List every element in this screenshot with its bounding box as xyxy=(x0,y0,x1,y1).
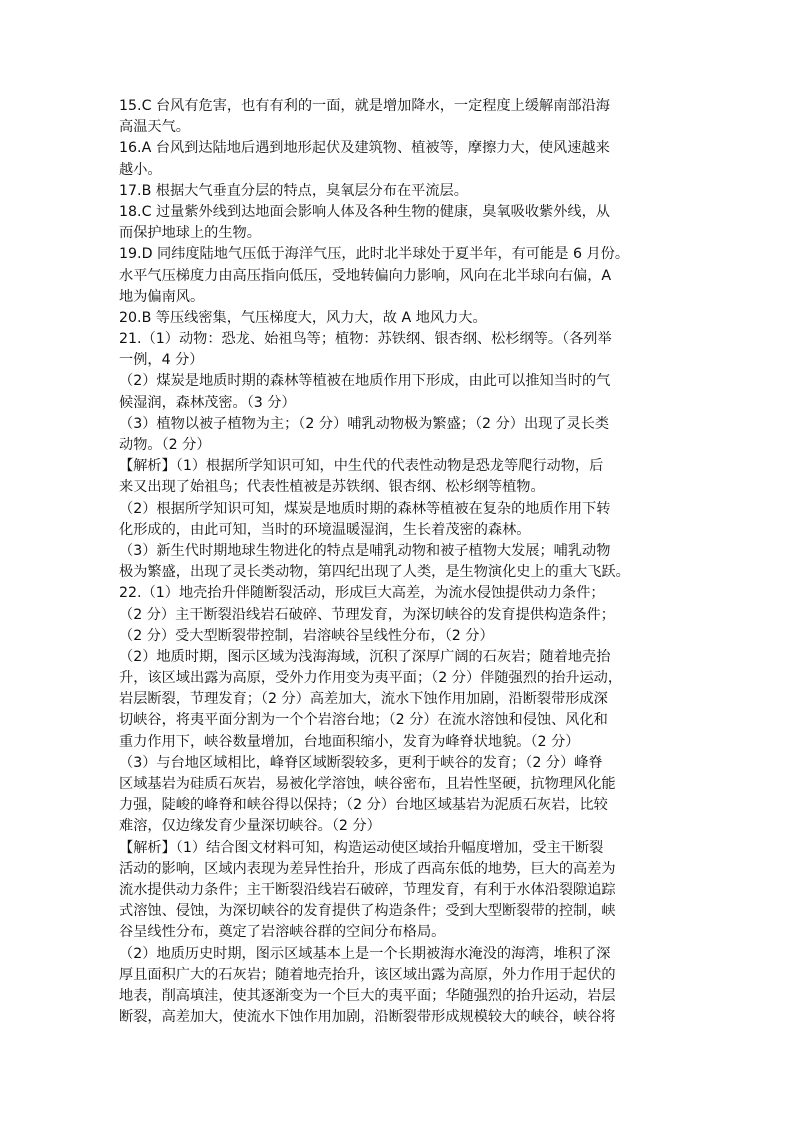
text-line: （2）根据所学知识可知，煤炭是地质时期的森林等植被在复杂的地质作用下转 xyxy=(119,500,611,517)
text-line: 动物。（2 分） xyxy=(119,437,211,453)
text-line: 19.D 同纬度陆地气压低于海洋气压，此时北半球处于夏半年，有可能是 6 月份。 xyxy=(119,246,630,263)
text-line: 断裂，高差加大，使流水下蚀作用加剧，沿断裂带形成规模较大的峡谷，峡谷将 xyxy=(119,1009,616,1026)
text-line: （2 分）受大型断裂带控制，岩溶峡谷呈线性分布，（2 分） xyxy=(119,627,494,644)
text-line: 切峡谷，将夷平面分割为一个个岩溶台地；（2 分）在流水溶蚀和侵蚀、风化和 xyxy=(119,712,608,729)
text-line: （2）煤炭是地质时期的森林等植被在地质作用下形成，由此可以推知当时的气 xyxy=(119,373,611,390)
text-line: 候湿润，森林茂密。（3 分） xyxy=(119,394,296,411)
text-line: 化形成的，由此可知，当时的环境温暖湿润，生长着茂密的森林。 xyxy=(119,521,531,538)
text-line: 越小。 xyxy=(119,161,162,178)
text-line: （3）植物以被子植物为主；（2 分）哺乳动物极为繁盛；（2 分）出现了灵长类 xyxy=(119,415,610,432)
text-line: 16.A 台风到达陆地后遇到地形起伏及建筑物、植被等，摩擦力大，使风速越来 xyxy=(119,140,610,157)
text-line: 20.B 等压线密集，气压梯度大，风力大，故 A 地风力大。 xyxy=(119,309,487,326)
text-line: 21.（1）动物：恐龙、始祖鸟等；植物：苏铁纲、银杏纲、松杉纲等。（各列举 xyxy=(119,331,612,348)
text-line: 【解析】（1）结合图文材料可知，构造运动使区域抬升幅度增加，受主干断裂 xyxy=(119,839,604,856)
text-line: 而保护地球上的生物。 xyxy=(119,225,261,242)
text-line: 厚且面积广大的石灰岩；随着地壳抬升，该区域出露为高原，外力作用于起伏的 xyxy=(119,966,616,983)
text-line: 升，该区域出露为高原，受外力作用变为夷平面；（2 分）伴随强烈的抬升运动， xyxy=(119,670,623,687)
text-line: 17.B 根据大气垂直分层的特点，臭氧层分布在平流层。 xyxy=(119,182,468,199)
text-line: 岩层断裂，节理发育；（2 分）高差加大，流水下蚀作用加剧，沿断裂带形成深 xyxy=(119,691,608,708)
text-line: 22.（1）地壳抬升伴随断裂活动，形成巨大高差，为流水侵蚀提供动力条件； xyxy=(119,585,605,602)
text-line: 活动的影响，区域内表现为差异性抬升，形成了西高东低的地势，巨大的高差为 xyxy=(119,860,616,877)
text-line: （3）新生代时期地球生物进化的特点是哺乳动物和被子植物大发展；哺乳动物 xyxy=(119,542,611,559)
text-line: 流水提供动力条件；主干断裂沿线岩石破碎，节理发育，有利于水体沿裂隙追踪 xyxy=(119,881,616,898)
text-line: （2）地质时期，图示区域为浅海海域，沉积了深厚广阔的石灰岩；随着地壳抬 xyxy=(119,648,611,665)
text-line: 极为繁盛，出现了灵长类动物，第四纪出现了人类，是生物演化史上的重大飞跃。 xyxy=(119,564,630,581)
text-line: （2）地质历史时期，图示区域基本上是一个长期被海水淹没的海湾，堆积了深 xyxy=(119,945,611,962)
text-line: 一例，4 分） xyxy=(119,352,204,369)
text-line: （2 分）主干断裂沿线岩石破碎、节理发育，为深切峡谷的发育提供构造条件； xyxy=(119,606,615,623)
text-line: 高温天气。 xyxy=(119,119,190,136)
text-line: 区域基岩为硅质石灰岩，易被化学溶蚀，峡谷密布，且岩性坚硬，抗物理风化能 xyxy=(119,776,616,792)
text-line: 地表，削高填洼，使其逐渐变为一个巨大的夷平面；华随强烈的抬升运动，岩层 xyxy=(119,987,616,1004)
answer-document xyxy=(119,96,689,1028)
text-line: 地为偏南风。 xyxy=(119,288,205,305)
text-line: （3）与台地区域相比，峰脊区域断裂较多，更利于峡谷的发育；（2 分）峰脊 xyxy=(119,754,603,771)
text-line: 水平气压梯度力由高压指向低压，受地转偏向力影响，风向在北半球向右偏，A xyxy=(119,267,612,284)
text-line: 谷呈线性分布，奠定了岩溶峡谷群的空间分布格局。 xyxy=(119,924,446,941)
text-line: 重力作用下，峡谷数量增加，台地面积缩小，发育为峰脊状地貌。（2 分） xyxy=(119,733,580,750)
text-line: 18.C 过量紫外线到达地面会影响人体及各种生物的健康，臭氧吸收紫外线，从 xyxy=(119,203,610,220)
text-line: 难溶，仅边缘发育少量深切峡谷。（2 分） xyxy=(119,818,381,835)
text-line: 15.C 台风有危害，也有有利的一面，就是增加降水，一定程度上缓解南部沿海 xyxy=(119,98,610,114)
text-line: 式溶蚀、侵蚀，为深切峡谷的发育提供了构造条件；受到大型断裂带的控制，峡 xyxy=(119,903,616,920)
text-line: 力强，陡峻的峰脊和峡谷得以保持；（2 分）台地区域基岩为泥质石灰岩，比较 xyxy=(119,797,608,814)
text-line: 来又出现了始祖鸟；代表性植被是苏铁纲、银杏纲、松杉纲等植物。 xyxy=(119,479,545,496)
text-line: 【解析】（1）根据所学知识可知，中生代的代表性动物是恐龙等爬行动物，后 xyxy=(119,458,604,475)
